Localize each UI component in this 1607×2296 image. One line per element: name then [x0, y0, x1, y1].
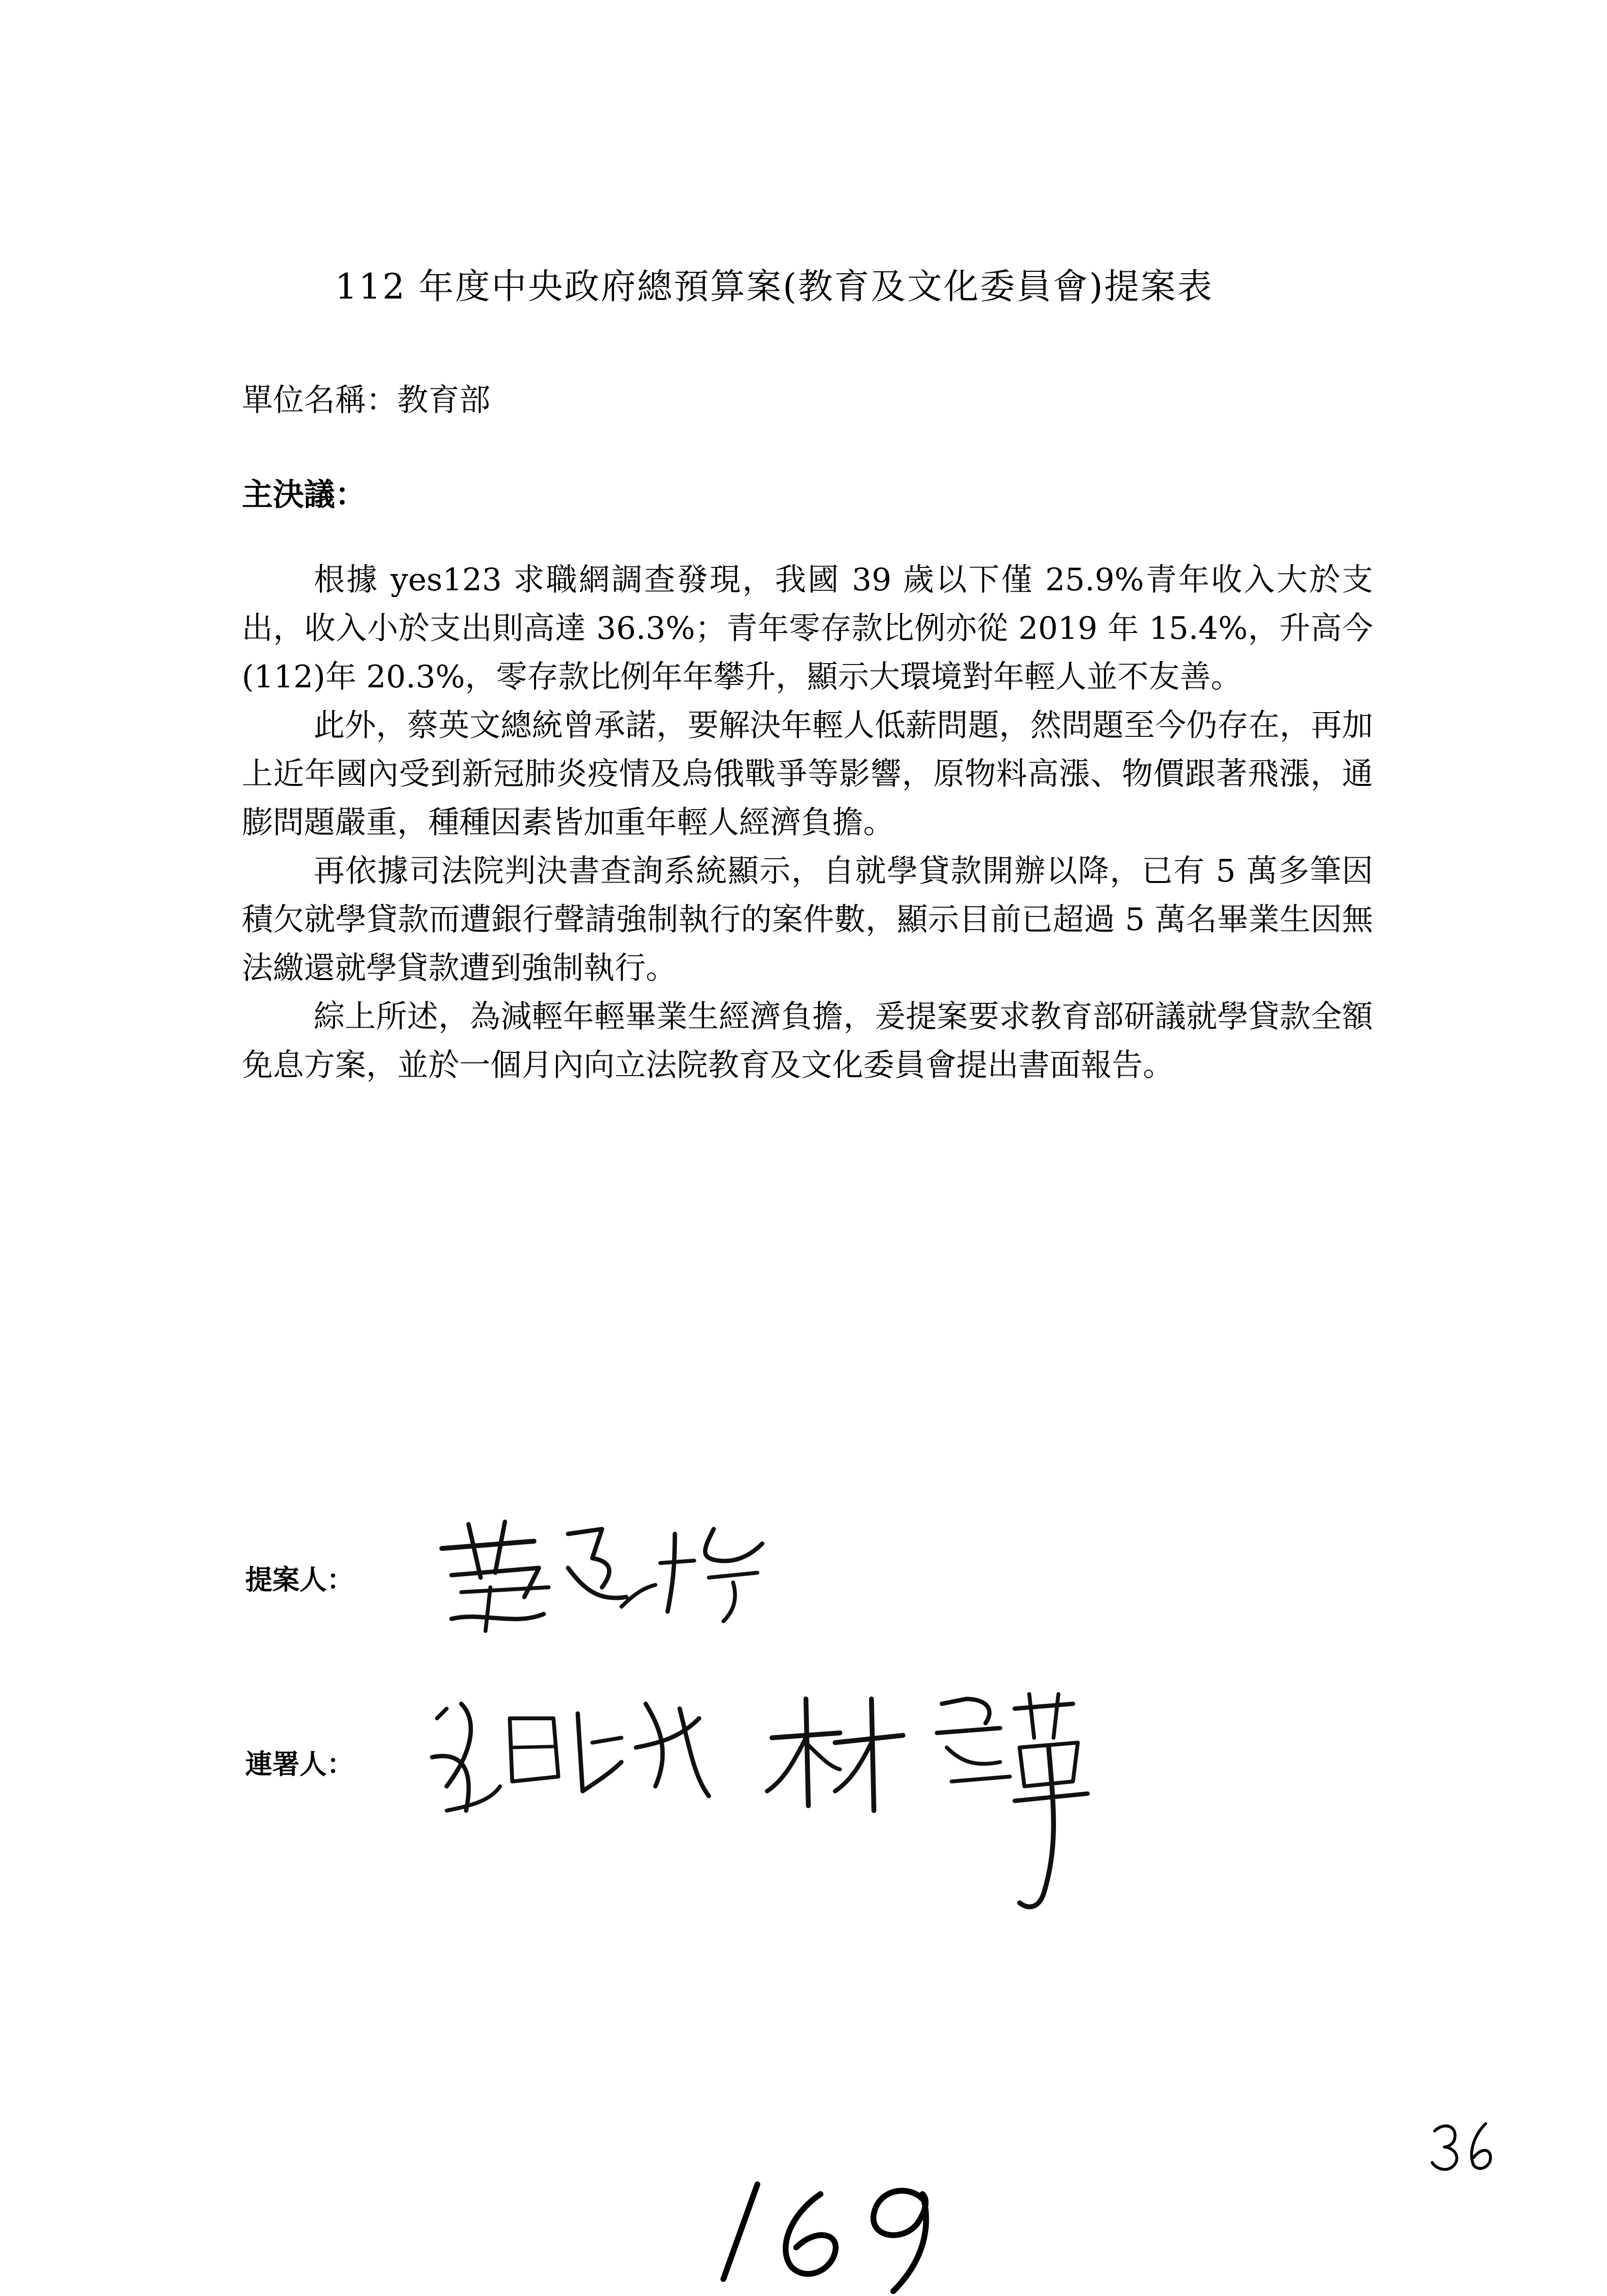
cosigner-signature-2 — [757, 1684, 1107, 1917]
page-title: 112 年度中央政府總預算案(教育及文化委員會)提案表 — [335, 266, 1214, 307]
resolution-heading: 主決議： — [242, 477, 366, 513]
unit-value: 教育部 — [397, 383, 490, 418]
page-number-handwritten — [719, 2170, 952, 2296]
corner-page-number-handwritten — [1427, 2119, 1500, 2177]
paragraph: 根據 yes123 求職網調查發現，我國 39 歲以下僅 25.9%青年收入大於支出，收入小於支出則高達 36.3%；青年零存款比例亦從 2019 年 15.4%，升高今(112)年 20.3%，零存款比例年年攀升，顯示大環境對年輕人並不友善。 — [242, 562, 1373, 695]
paragraph: 此外，蔡英文總統曾承諾，要解決年輕人低薪問題，然問題至今仍存在，再加上近年國內受到新冠肺炎疫情及烏俄戰爭等影響，原物料高漲、物價跟著飛漲，通膨問題嚴重，種種因素皆加重年輕人經濟負擔。 — [242, 708, 1373, 841]
cosigner-signature-1 — [418, 1689, 719, 1835]
resolution-body — [242, 556, 1373, 1090]
proposer-signature — [422, 1514, 782, 1641]
proposer-label: 提案人： — [245, 1564, 354, 1596]
cosigner-label: 連署人： — [245, 1748, 354, 1780]
unit-line — [242, 379, 490, 422]
paragraph: 再依據司法院判決書查詢系統顯示，自就學貸款開辦以降，已有 5 萬多筆因積欠就學貸款而遭銀行聲請強制執行的案件數，顯示目前已超過 5 萬名畢業生因無法繳還就學貸款遭到強制執行。 — [242, 853, 1373, 986]
unit-label: 單位名稱： — [242, 383, 397, 418]
paragraph: 綜上所述，為減輕年輕畢業生經濟負擔，爰提案要求教育部研議就學貸款全額免息方案，並於一個月內向立法院教育及文化委員會提出書面報告。 — [242, 999, 1373, 1083]
